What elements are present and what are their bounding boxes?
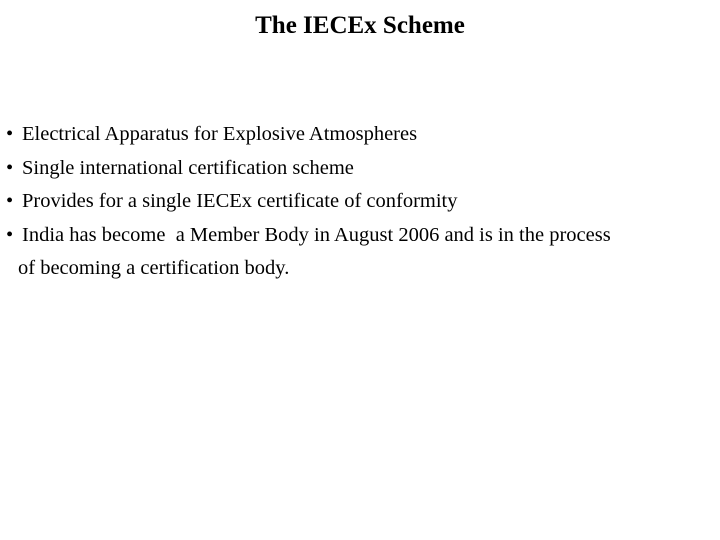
bullet-continuation: of becoming a certification body.	[18, 257, 290, 279]
bullet-symbol: •	[6, 223, 14, 246]
bullet-item	[6, 118, 718, 152]
bullet-symbol: •	[6, 123, 14, 145]
bullet-symbol: •	[6, 190, 14, 212]
bullet-item	[6, 219, 718, 286]
bullet-symbol: •	[6, 156, 14, 179]
bullet-text: India has become a Member Body in August 2006 and is in the process	[22, 223, 611, 246]
bullet-item	[6, 152, 718, 186]
slide-title: The IECEx Scheme	[255, 12, 465, 39]
bullet-text: Provides for a single IECEx certificate of conformity	[22, 190, 458, 212]
bullet-text: Single international certification scheme	[22, 156, 354, 179]
bullet-item	[6, 185, 718, 219]
bullet-list	[6, 118, 718, 286]
bullet-text: Electrical Apparatus for Explosive Atmospheres	[22, 123, 418, 145]
